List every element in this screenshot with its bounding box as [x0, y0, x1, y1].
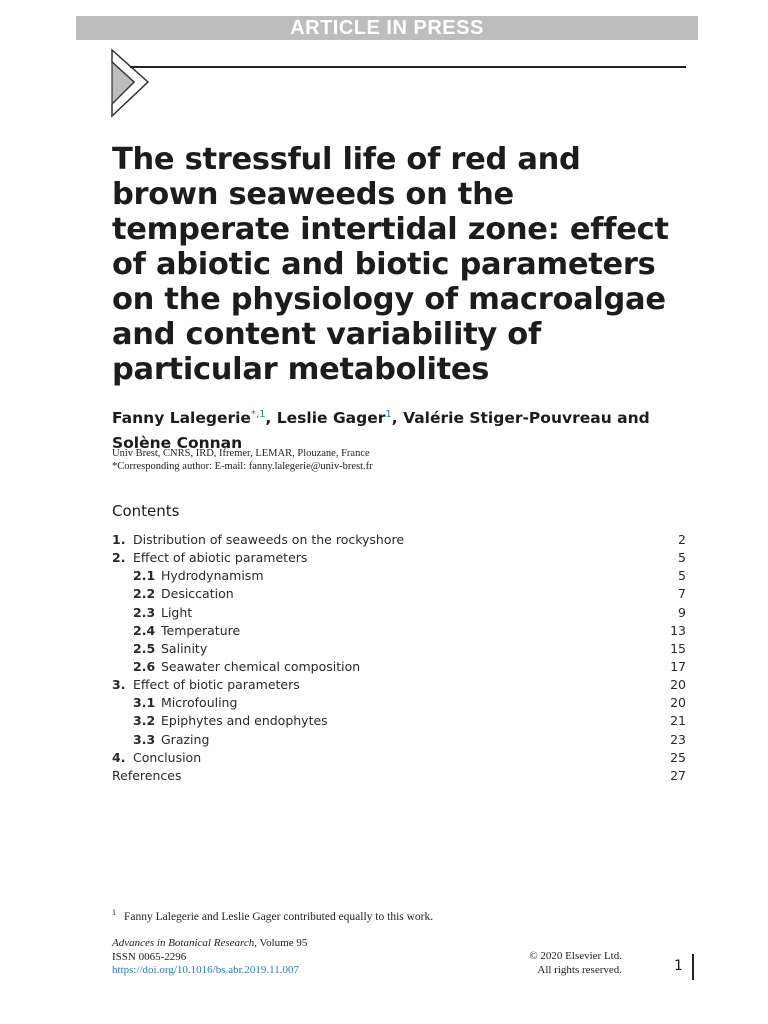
toc-entry-label: Epiphytes and endophytes — [161, 713, 328, 729]
copyright-line: All rights reserved. — [537, 963, 622, 976]
issn: ISSN 0065-2296 — [112, 950, 187, 963]
toc-entry-number: 2.4 — [133, 622, 156, 638]
volume: , Volume 95 — [254, 937, 308, 949]
toc-entry-number: 4. — [112, 749, 126, 765]
toc-entry-number: 2.5 — [133, 640, 156, 656]
title-line: of abiotic and biotic parameters — [112, 247, 656, 282]
toc-entry-number: 2.6 — [133, 658, 156, 674]
toc-entry-label: Conclusion — [133, 749, 202, 765]
toc-entry-label: Temperature — [161, 622, 241, 638]
toc-entry-page: 25 — [670, 749, 686, 765]
article-in-press-banner: ARTICLE IN PRESS — [76, 16, 698, 40]
toc-entry[interactable] — [112, 604, 686, 622]
toc-entry-page: 5 — [678, 550, 686, 566]
toc-entry-page: 5 — [678, 568, 686, 584]
toc-entry-label: Light — [161, 604, 193, 620]
title-line: The stressful life of red and — [112, 142, 581, 177]
toc-entry[interactable] — [112, 640, 686, 658]
toc-entry-label: References — [112, 767, 182, 783]
author-affiliation-marker[interactable]: *,1 — [250, 409, 266, 420]
toc-entry-page: 15 — [670, 640, 686, 656]
title-line: particular metabolites — [112, 352, 490, 387]
toc-entry-label: Hydrodynamism — [161, 568, 264, 584]
doi-link[interactable]: https://doi.org/10.1016/bs.abr.2019.11.007 — [112, 964, 300, 976]
page-number: 1 — [674, 958, 683, 974]
toc-entry-number: 2.1 — [133, 568, 156, 584]
publication-info — [112, 937, 307, 978]
toc-entry-page: 7 — [678, 586, 686, 602]
toc-entry-page: 9 — [678, 604, 686, 620]
author-name: Valérie Stiger-Pouvreau and — [403, 409, 650, 428]
toc-entry-page: 2 — [678, 532, 686, 547]
footnote-text: Fanny Lalegerie and Leslie Gager contributed equally to this work. — [124, 910, 434, 923]
title-line: brown seaweeds on the — [112, 177, 514, 212]
toc-entry-page: 27 — [670, 767, 686, 783]
toc-entry-number: 3. — [112, 677, 126, 693]
author-name: Fanny Lalegerie — [112, 409, 251, 428]
toc-entry[interactable] — [112, 767, 686, 785]
toc-entry-number: 3.3 — [133, 731, 156, 747]
toc-entry-label: Salinity — [161, 640, 208, 656]
toc-entry-label: Grazing — [161, 731, 210, 747]
toc-entry-number: 3.2 — [133, 713, 156, 729]
chevron-right-icon — [110, 48, 154, 118]
toc-entry-number: 3.1 — [133, 695, 156, 711]
page-number-rule — [692, 954, 694, 980]
toc-entry[interactable] — [112, 749, 686, 767]
toc-entry-page: 13 — [670, 622, 686, 638]
copyright-line: © 2020 Elsevier Ltd. — [529, 950, 622, 962]
toc-entry[interactable] — [112, 676, 686, 694]
toc-entry-label: Effect of biotic parameters — [133, 677, 300, 693]
toc-entry-page: 17 — [670, 658, 686, 674]
corresponding-author: *Corresponding author: E-mail: fanny.lalegerie@univ-brest.fr — [112, 461, 373, 472]
toc-entry-page: 20 — [670, 695, 686, 711]
toc-entry[interactable] — [112, 694, 686, 712]
toc-entry[interactable] — [112, 622, 686, 640]
toc-entry-number: 2.3 — [133, 604, 156, 620]
author-name: Leslie Gager — [276, 409, 386, 428]
contents-heading: Contents — [112, 502, 180, 520]
header-rule — [130, 66, 686, 68]
author-name: Solène Connan — [112, 434, 243, 453]
author-separator: , — [391, 409, 404, 428]
toc-entry-number: 2. — [112, 550, 126, 566]
article-title — [112, 142, 712, 387]
toc-entry[interactable] — [112, 585, 686, 603]
toc-entry-page: 20 — [670, 677, 686, 693]
title-line: temperate intertidal zone: effect — [112, 212, 669, 247]
toc-entry[interactable] — [112, 567, 686, 585]
toc-entry-label: Effect of abiotic parameters — [133, 550, 308, 566]
toc-entry-label: Seawater chemical composition — [161, 658, 361, 674]
author-separator: , — [265, 409, 277, 428]
toc-entry-label: Distribution of seaweeds on the rockyshore — [133, 532, 405, 547]
toc-entry-number: 1. — [112, 532, 126, 547]
toc-entry-page: 23 — [670, 731, 686, 747]
title-line: on the physiology of macroalgae — [112, 282, 666, 317]
toc-entry[interactable] — [112, 731, 686, 749]
copyright — [508, 950, 622, 977]
toc-entry[interactable] — [112, 712, 686, 730]
toc-entry-label: Microfouling — [161, 695, 238, 711]
toc-entry[interactable] — [112, 549, 686, 567]
toc-entry-number: 2.2 — [133, 586, 156, 602]
table-of-contents — [112, 531, 686, 785]
title-line: and content variability of — [112, 317, 541, 352]
author-affiliation-marker[interactable]: 1 — [385, 409, 392, 420]
footnote — [112, 908, 433, 923]
toc-entry-label: Desiccation — [161, 586, 234, 602]
toc-entry-page: 21 — [670, 713, 686, 729]
affiliation: Univ Brest, CNRS, IRD, Ifremer, LEMAR, Plouzane, France — [112, 448, 370, 459]
affiliation-block — [112, 447, 373, 473]
toc-entry[interactable] — [112, 658, 686, 676]
toc-entry[interactable] — [112, 531, 686, 549]
footnote-marker: 1 — [112, 908, 116, 917]
journal-name: Advances in Botanical Research — [112, 937, 255, 949]
